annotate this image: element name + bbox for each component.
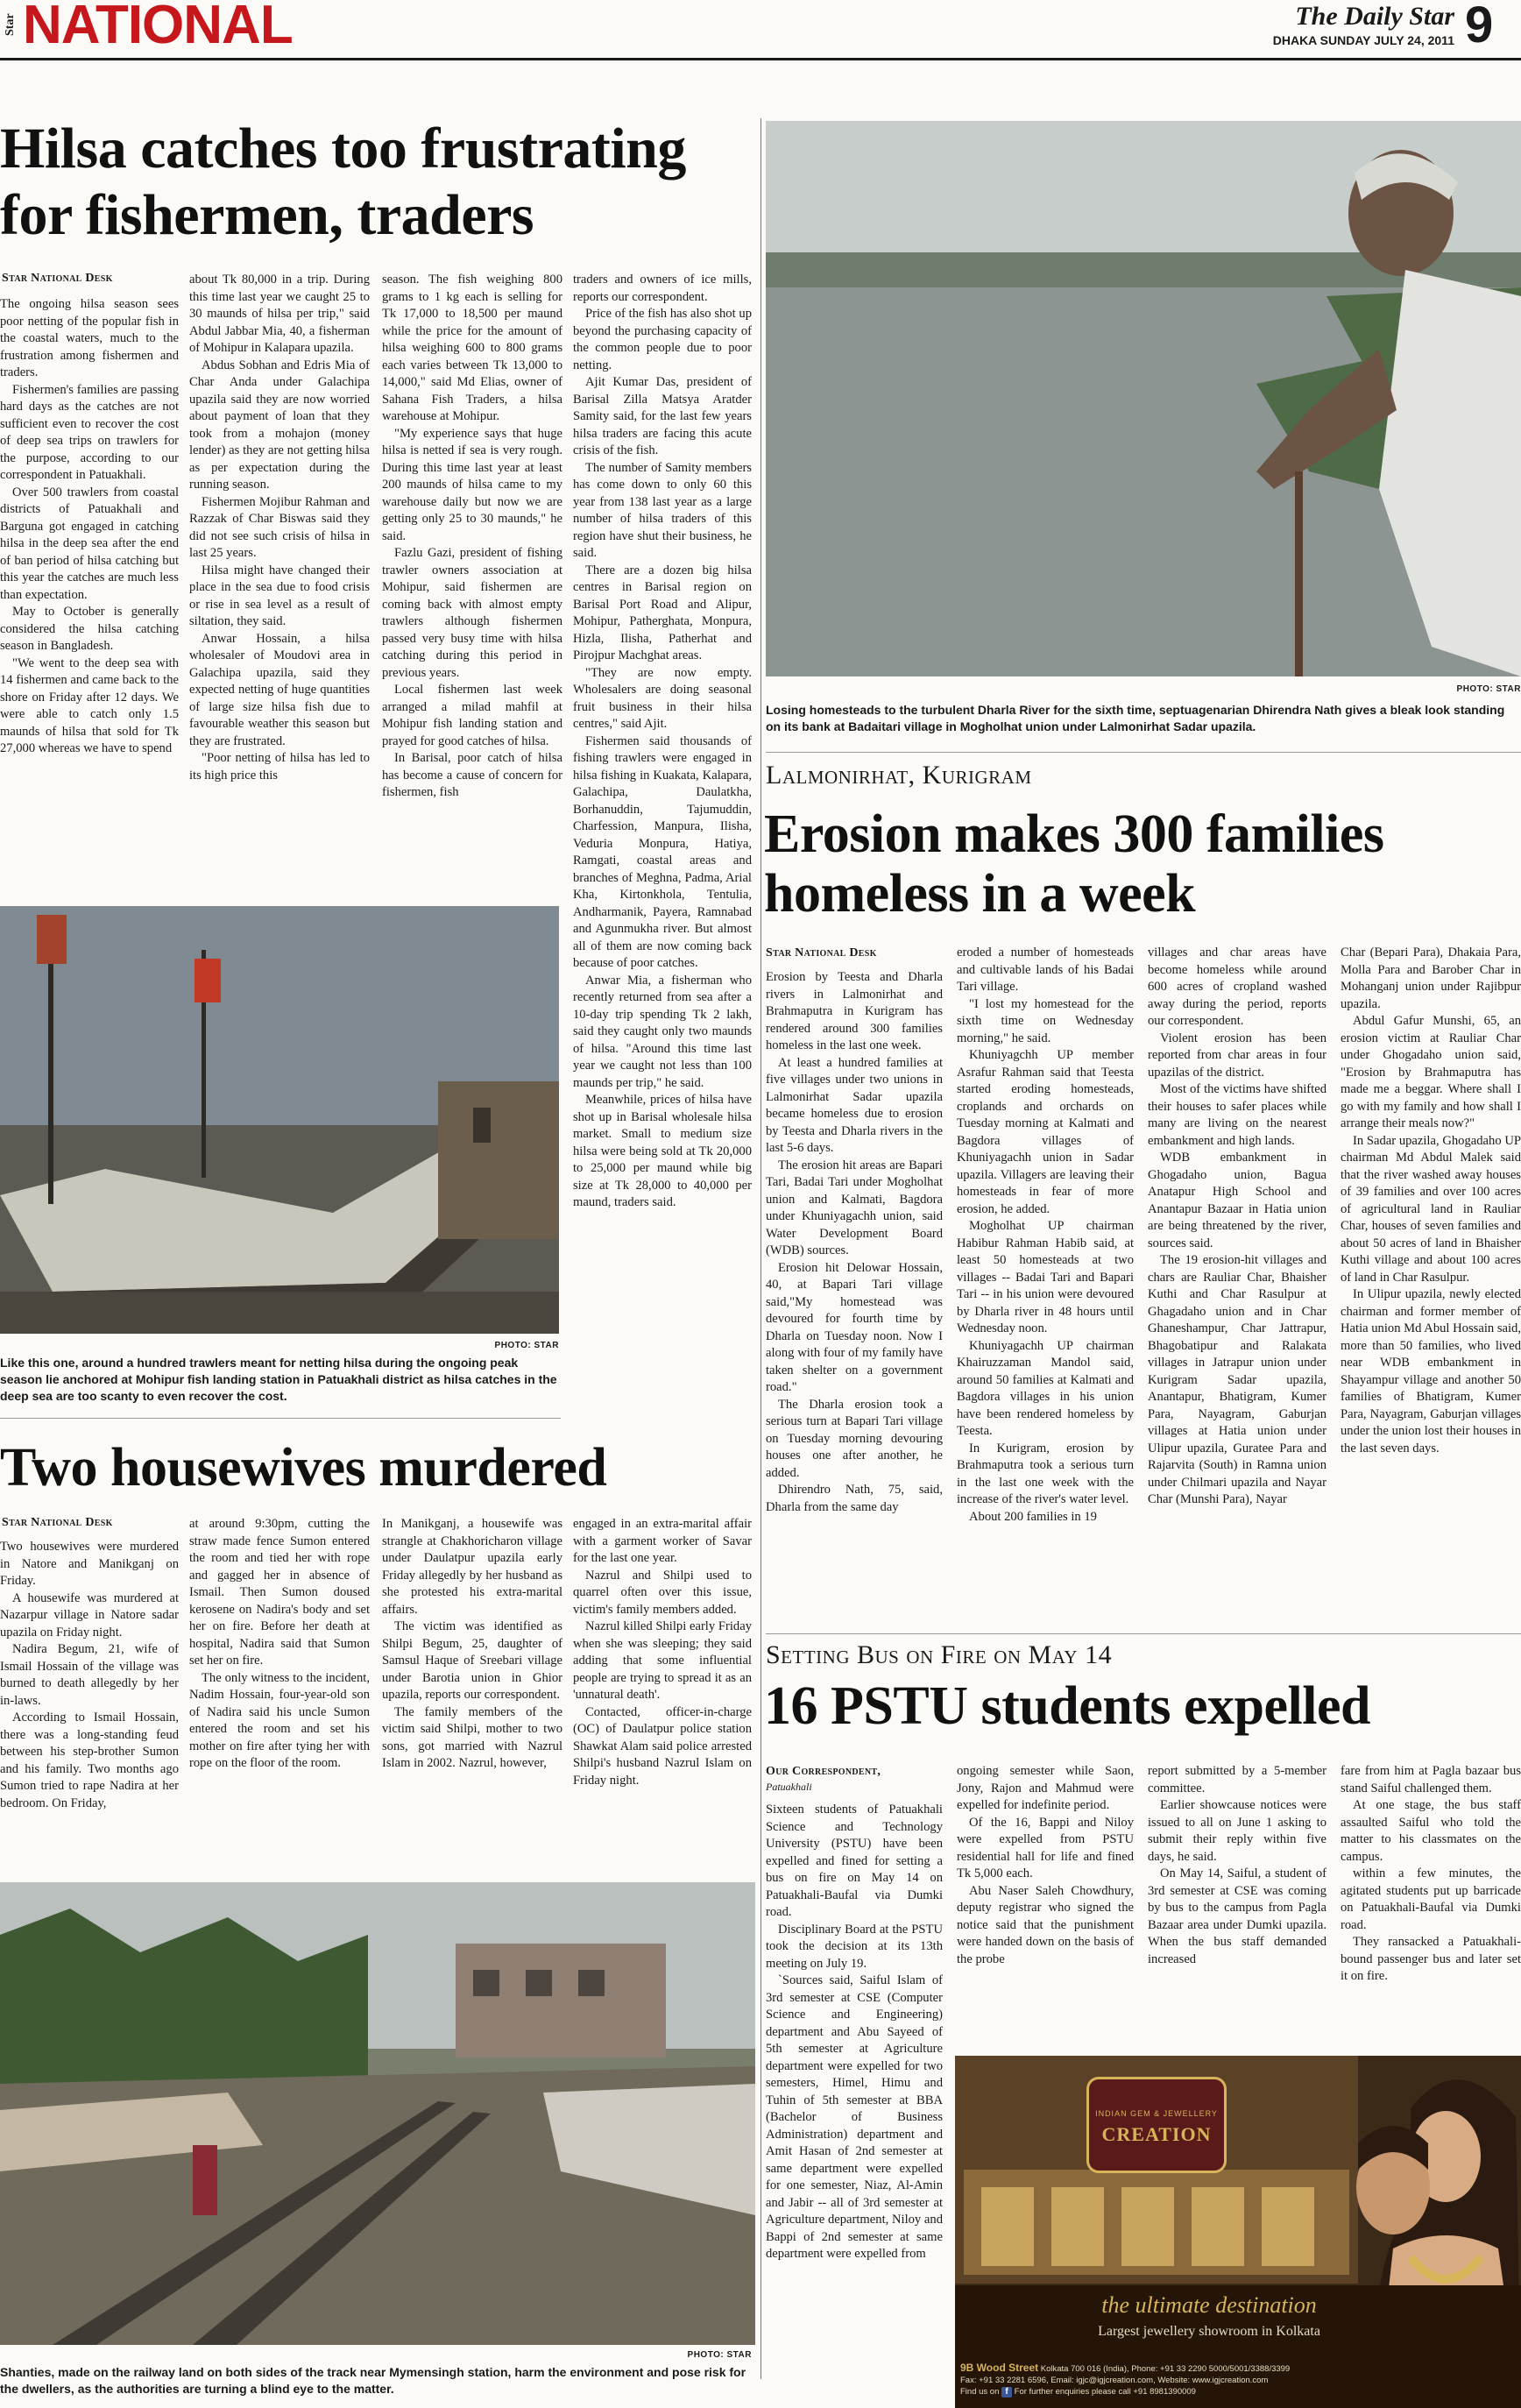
paragraph: Fishermen said thousands of fishing trawlers were engaged in hilsa fishing in Kuakata, Kalapara, Galachipa, Daulatkha, Borhanuddin, Tajumuddin, Charfession, Manpura, Ilisha, Veduria Monpura, Hatiya, Ramgati, coastal areas and branches of Meghna, Padma, Arial Kha, Kirtonkhola, Tentulia, Andharmanik, Payera, Ramnabad and Agunmukha river. But almost all of them are now coming back because of poor catches. [573, 733, 752, 970]
paragraph: Sixteen students of Patuakhali Science and Technology University (PSTU) have been expelled and fined for setting a bus on fire on May 14 on Patuakhali-Baufal via Dumki road. [766, 1802, 943, 1919]
paragraph: "Poor netting of hilsa has led to its high price this [189, 751, 370, 783]
trawler-photo-caption: Like this one, around a hundred trawlers meant for netting hilsa during the ongoing peak season lie anchored at Mohipur fish landing station in Patuakhali district as hilsa catches in the deep sea are too scanty to even recover the cost. [0, 1356, 557, 1403]
paragraph: The number of Samity members has come down to only 60 this year from 138 last year as a large number of hilsa traders of this region have shut their business, he said. [573, 460, 752, 560]
paragraph: Two housewives were murdered in Natore and Manikganj on Friday. [0, 1540, 179, 1588]
paragraph: In Ulipur upazila, newly elected chairman and former member of Hatia union Md Abul Hossain said, more than 50 families, who lived near WDB embankment in Shayampur village and another 50 families of Bhatigram, Kumer Para, Nayagram, Gaburjan villages under the union lost their houses in the last seven days. [1341, 1287, 1521, 1455]
paragraph: Nazrul and Shilpi used to quarrel often over this issue, victim's family members added. [573, 1568, 752, 1617]
paragraph: Price of the fish has also shot up beyond the purchasing capacity of the common people due to poor netting. [573, 307, 752, 372]
paragraph: The Dharla erosion took a serious turn at Bapari Tari village on Tuesday morning devouring houses one after another, he added. [766, 1397, 943, 1480]
paragraph: at around 9:30pm, cutting the straw made fence Sumon entered the room and tied her with rope and gagged her in absence of Ismail. Then Sumon doused kerosene on Nadira's body and set her on fire. Before her death at hospital, Nadira said that Sumon set her on fire. [189, 1517, 370, 1668]
paragraph: Fishermen's families are passing hard days as the catches are not sufficient even to recover the cost of deep sea trips on trawlers for the purpose, according to our correspondent in Patuakhali. [0, 382, 179, 482]
paragraph: traders and owners of ice mills, reports our correspondent. [573, 273, 752, 304]
paragraph: Most of the victims have shifted their houses to safer places while many are living on the nearest embankment and high lands. [1148, 1082, 1326, 1148]
pstu-column-1 [766, 1802, 943, 2408]
ad-contact-block [960, 2362, 1521, 2397]
hilsa-headline [0, 116, 759, 249]
paragraph: The ongoing hilsa season sees poor netting of the popular fish in the coastal waters, much to the frustration among fishermen and traders. [0, 297, 179, 379]
newspaper-name: The Daily Star [1295, 2, 1454, 31]
paragraph: Of the 16, Bappi and Niloy were expelled from PSTU residential hall for life and fined Tk 5,000 each. [957, 1815, 1134, 1880]
river-photo [766, 121, 1521, 676]
paragraph: In Kurigram, erosion by Brahmaputra took a serious turn in the last one week with the increase of the river's water level. [957, 1441, 1134, 1506]
paragraph: According to Ismail Hossain, there was a long-standing feud between his step-brother Sumon and his family. Two months ago Sumon tried to rape Nadira at her bedroom. On Friday, [0, 1710, 179, 1810]
paragraph: Mogholhat UP chairman Habibur Rahman Habib said, at least 50 homesteads at two villages -- Badai Tari and Bapari Tari -- in his union were devoured by Dharla river in 48 hours until Wednesday noon. [957, 1219, 1134, 1335]
river-photo-caption: Losing homesteads to the turbulent Dharla River for the sixth time, septuagenarian Dhirendra Nath gives a bleak look standing on its bank at Badaitari village in Mogholhat union under Lalmonirhat Sadar upazila. [766, 703, 1505, 733]
housewives-top-rule [0, 1418, 561, 1419]
erosion-column-4 [1341, 945, 1521, 1628]
erosion-column-3 [1148, 945, 1326, 1628]
paragraph: Nadira Begum, 21, wife of Ismail Hossain of the village was burned to death allegedly by her in-laws. [0, 1642, 179, 1708]
paragraph: Anwar Mia, a fisherman who recently returned from sea after a 10-day trip spending Tk 2 lakh, said they caught only two maunds of hilsa. "Around this time last year we caught not less than 100 maunds per trip," he said. [573, 973, 752, 1090]
erosion-headline [764, 804, 1521, 924]
paragraph: In Sadar upazila, Ghogadaho UP chairman Md Abdul Malek said that the river washed away houses of 39 families and over 100 acres of agricultural land in Rauliar Char, houses of seven families and about 50 acres of land in Bhaisher Kuthi village and about 100 acres of land in Char Rasulpur. [1341, 1133, 1521, 1285]
hilsa-column-2 [189, 272, 370, 896]
paragraph: Violent erosion has been reported from char areas in four upazilas of the district. [1148, 1030, 1326, 1080]
advertisement-background-art [955, 2056, 1521, 2408]
housewives-column-1 [0, 1539, 179, 1872]
paragraph: A housewife was murdered at Nazarpur village in Natore sadar upazila on Friday night. [0, 1590, 179, 1640]
paragraph: In Manikganj, a housewife was strangle at Chakhoricharon village under Daulatpur upazila early Friday allegedly by her husband as she protested his extra-marital affairs. [382, 1517, 562, 1617]
paragraph: ongoing semester while Saon, Jony, Rajon and Mahmud were expelled for indefinite period. [957, 1764, 1134, 1812]
paragraph: The family members of the victim said Shilpi, mother to two sons, got married with Nazrul Islam in 2002. Nazrul, however, [382, 1704, 562, 1770]
pstu-column-2 [957, 1763, 1134, 2029]
erosion-headline-line-2: homeless in a week [764, 864, 1196, 924]
paragraph: Fishermen Mojibur Rahman and Razzak of Char Biswas said they did not see such crisis of hilsa in last 25 years. [189, 494, 370, 560]
hilsa-column-1 [0, 296, 179, 896]
paragraph: Ajit Kumar Das, president of Barisal Zilla Matsya Aratder Samity said, for the last few years hilsa traders are facing this acute crisis of the fish. [573, 375, 752, 457]
hilsa-headline-line-1: Hilsa catches too frustrating [0, 117, 686, 181]
paragraph: season. The fish weighing 800 grams to 1 kg each is selling for Tk 17,000 to 18,500 per maund while the price for the amount of hilsa weighing 600 to 800 grams each varies between Tk 13,000 to 14,000," said Md Elias, owner of Sahana Fish Traders, a hilsa warehouse at Mohipur. [382, 273, 562, 423]
ad-contact: Fax: +91 33 2281 6596, Email: igjc@igjcreation.com, Website: www.igjcreation.com [960, 2376, 1269, 2385]
erosion-column-2 [957, 945, 1134, 1628]
paragraph: Earlier showcause notices were issued to all on June 1 asking to submit their reply within five days, he said. [1148, 1798, 1326, 1864]
pstu-kicker: Setting Bus on Fire on May 14 [766, 1640, 1113, 1669]
paragraph: "We went to the deep sea with 14 fishermen and came back to the shore on Friday after 12 days. We were able to catch only 1.5 maunds of hilsa that sold for Tk 27,000 whereas we have to spend [0, 655, 179, 755]
erosion-kicker: Lalmonirhat, Kurigram [766, 761, 1032, 790]
paragraph: Erosion hit Delowar Hossain, 40, at Bapari Tari village said,"My homestead was devoured for fourth time by Dharla on Tuesday noon. Now I along with four of my family have taken shelter on a government road." [766, 1260, 943, 1394]
page-number: 9 [1465, 0, 1494, 53]
paragraph: about Tk 80,000 in a trip. During this time last year we caught 25 to 30 maunds of hilsa per trip," said Abdul Jabbar Mia, 40, a fisherman of Mohipur in Kalapara upazila. [189, 273, 370, 355]
paragraph: At one stage, the bus staff assaulted Saiful who told the matter to his classmates on the campus. [1341, 1798, 1521, 1864]
paragraph: Over 500 trawlers from coastal districts of Patuakhali and Barguna got engaged in catching hilsa in the deep sea after the end of ban period of hilsa catching but this year the catches are much less than expectation. [0, 485, 179, 602]
paragraph: WDB embankment in Ghogadaho union, Bagua Anatapur High School and Anantapur Bazaar in Hatia union are being threatened by the river, sources said. [1148, 1151, 1326, 1250]
ad-subline: Largest jewellery showroom in Kolkata [1098, 2324, 1320, 2339]
paragraph: villages and char areas have become homeless while around 600 acres of cropland washed away during the period, reports our correspondent. [1148, 945, 1326, 1028]
paragraph: The only witness to the incident, Nadim Hossain, four-year-old son of Nadira said his uncle Sumon entered the room and set his mother on fire after tying her with rope on the floor of the room. [189, 1670, 370, 1770]
paragraph: In Barisal, poor catch of hilsa has become a cause of concern for fishermen, fish [382, 751, 562, 799]
section-title: NATIONAL [23, 0, 293, 55]
paragraph: "I lost my homestead for the sixth time on Wednesday morning," he said. [957, 996, 1134, 1045]
housewives-column-3 [382, 1516, 562, 1872]
erosion-headline-line-1: Erosion makes 300 families [764, 804, 1384, 864]
pstu-byline-place: Patuakhali [766, 1781, 812, 1793]
housewives-column-4 [573, 1516, 752, 1872]
paragraph: within a few minutes, the agitated students put up barricade on Patuakhali-Baufal via Dumki road. [1341, 1866, 1521, 1932]
ad-facebook-text: Find us on [960, 2387, 1000, 2397]
paragraph: Dhirendro Nath, 75, said, Dharla from the same day [766, 1483, 943, 1514]
shanty-photo [0, 1882, 755, 2345]
issue-date: DHAKA SUNDAY JULY 24, 2011 [1272, 33, 1454, 47]
pstu-column-3 [1148, 1763, 1326, 2029]
shanty-photo-caption: Shanties, made on the railway land on both sides of the track near Mymensingh station, harm the environment and pose risk for the dwellers, as the authorities are turning a blind eye to the matter. [0, 2365, 746, 2396]
paragraph: The 19 erosion-hit villages and chars are Rauliar Char, Bhaisher Kuthi and Char Rasulpur at Ghagadaho union and in Char Ghaneshampur, Char Jattrapur, Bhagobatipur and Ralakata villages in Jatrapur union under Kurigram Sadar upazila, Anantapur, Bhatigram, Kumer Para, Nayagram, Gaburjan villages at Hatia union under Ulipur upazila, Guratee Para and Rajarvita (South) in Ramna union under Chilmari upazila and Nayar Char (Munshi Para), Nayar [1148, 1253, 1326, 1506]
column-divider [760, 118, 761, 2379]
paragraph: The victim was identified as Shilpi Begum, 25, daughter of Samsul Haque of Sreebari village under Barotia union in Ghior upazila, reports our correspondent. [382, 1619, 562, 1702]
paragraph: There are a dozen big hilsa centres in Barisal region on Barisal Port Road and Alipur, Mohipur, Patherghata, Monpura, Hizla, Ilisha, Patherhat and Pirojpur Machghat areas. [573, 563, 752, 662]
hilsa-headline-line-2: for fishermen, traders [0, 183, 534, 247]
housewives-column-2 [189, 1516, 370, 1872]
paragraph: Char (Bepari Para), Dhakaia Para, Molla Para and Barober Char in Mohanganj union under Rajibpur upazila. [1341, 945, 1521, 1011]
pstu-headline: 16 PSTU students expelled [764, 1676, 1370, 1736]
paragraph: report submitted by a 5-member committee. [1148, 1764, 1326, 1795]
paragraph: Abdul Gafur Munshi, 65, an erosion victim at Rauliar Char under Ghogadaho union said, "Erosion by Brahmaputra has made me a beggar. Where shall I go with my family and how shall I arrange their meals now?" [1341, 1014, 1521, 1130]
ad-address: Kolkata 700 016 (India), Phone: +91 33 2290 5000/5001/3388/3399 [1040, 2364, 1291, 2374]
ad-address-label: 9B Wood Street [960, 2362, 1039, 2374]
star-logo: Star [4, 13, 17, 36]
paragraph: Hilsa might have changed their place in the sea due to food crisis or rise in sea level as a result of siltation, they said. [189, 563, 370, 628]
river-photo-credit: PHOTO: STAR [1456, 684, 1521, 694]
paragraph: eroded a number of homesteads and cultivable lands of his Badai Tari village. [957, 945, 1134, 994]
paragraph: Local fishermen last week arranged a milad mahfil at Mohipur fish landing station and prayed for good catches of hilsa. [382, 683, 562, 748]
hilsa-column-3 [382, 272, 562, 896]
masthead-rule [0, 58, 1521, 60]
paragraph: The erosion hit areas are Bapari Tari, Badai Tari under Mogholhat union and Kalmati, Bagdora under Khuniyagachh union, said Water Development Board (WDB) sources. [766, 1158, 943, 1257]
pstu-column-4 [1341, 1763, 1521, 2029]
ad-tagline: the ultimate destination [1101, 2292, 1317, 2318]
creation-logo [1086, 2077, 1227, 2173]
trawler-photo-credit: PHOTO: STAR [494, 1341, 559, 1350]
paragraph: `Sources said, Saiful Islam of 3rd semester at CSE (Computer Science and Engineering) department and Abu Sayeed of 5th semester at Agriculture department were expelled for two semesters, Himel, Himu and Tuhin of 5th semester at BBA (Bachelor of Business Administration) department and Amit Hasan of 2nd semester at same department were expelled for one semester, Niaz, Al-Amin and Jabir -- all of 3rd semester at Agriculture department, Niloy and Bappi of 2nd semester at same department were expelled from [766, 1973, 943, 2261]
paragraph: Meanwhile, prices of hilsa have shot up in Barisal wholesale hilsa market. Small to medium size hilsa were being sold at Tk 20,000 to 25,000 per maund while big size at Tk 28,000 to 40,000 per maund, traders said. [573, 1093, 752, 1209]
shanty-photo-credit: PHOTO: STAR [687, 2350, 752, 2360]
paragraph: Khuniyagachh UP chairman Khairuzzaman Mandol said, around 50 families at Kalmati and Bagdora villages in his union have been rendered homeless by Teesta. [957, 1338, 1134, 1438]
hilsa-column-4 [573, 272, 752, 1424]
erosion-column-1 [766, 969, 943, 1628]
pstu-top-rule [766, 1633, 1521, 1634]
paragraph: "My experience says that huge hilsa is netted if sea is very rough. During this time last year at least 200 maunds of hilsa came to my warehouse daily but now we are getting only 25 to 30 maunds," he said. [382, 426, 562, 543]
erosion-top-rule [766, 752, 1521, 753]
paragraph: Abdus Sobhan and Edris Mia of Char Anda under Galachipa upazila said they are now worried about payment of loan that they took from a mohajon (money lender) as they are not getting hilsa as per expectation during the running season. [189, 358, 370, 492]
pstu-byline: Our Correspondent, [766, 1765, 881, 1778]
ad-brand-small: INDIAN GEM & JEWELLERY [1095, 2109, 1218, 2118]
paragraph: At least a hundred families at five villages under two unions in Lalmonirhat Sadar upazila became homeless due to erosion by Teesta and Dharla rivers in the last 5-6 days. [766, 1055, 943, 1155]
paragraph: On May 14, Saiful, a student of 3rd semester at CSE was coming by bus to the campus from Pagla Bazaar area under Dumki upazila. When the bus staff demanded increased [1148, 1866, 1326, 1966]
paragraph: Anwar Hossain, a hilsa wholesaler of Moudovi area in Galachipa upazila, said they expected netting of huge quantities of large size hilsa fish due to favourable weather this season but they are frustrated. [189, 631, 370, 748]
housewives-byline: Star National Desk [2, 1516, 113, 1529]
paragraph: fare from him at Pagla bazaar bus stand Saiful challenged them. [1341, 1764, 1521, 1795]
trawler-photo [0, 906, 559, 1334]
paragraph: Fazlu Gazi, president of fishing trawler owners association at Mohipur, said fishermen are coming back with almost empty trawlers although fishermen passed very busy time with hilsa catching during this period in previous years. [382, 546, 562, 680]
ad-enquiries: For further enquiries please call +91 8981390009 [1014, 2387, 1196, 2397]
jewellery-advertisement[interactable] [955, 2056, 1521, 2408]
paragraph: Nazrul killed Shilpi early Friday when she was sleeping; they said adding that some influential people are trying to spread it as an 'unnatural death'. [573, 1619, 752, 1702]
paragraph: Erosion by Teesta and Dharla rivers in Lalmonirhat and Brahmaputra in Kurigram has rendered around 300 families homeless in the last one week. [766, 970, 943, 1052]
facebook-icon: f [1001, 2387, 1012, 2397]
housewives-headline: Two housewives murdered [0, 1438, 607, 1498]
paragraph: engaged in an extra-marital affair with a garment worker of Savar for the last one year. [573, 1517, 752, 1565]
paragraph: About 200 families in 19 [969, 1509, 1097, 1524]
erosion-byline: Star National Desk [766, 946, 877, 960]
paragraph: May to October is generally considered the hilsa catching season in Bangladesh. [0, 605, 179, 653]
paragraph: Disciplinary Board at the PSTU took the decision at its 13th meeting on July 19. [766, 1922, 943, 1971]
ad-brand: CREATION [1101, 2123, 1212, 2145]
paragraph: "They are now empty. Wholesalers are doing seasonal fruit business in their hilsa centres," said Ajit. [573, 665, 752, 731]
paragraph: Khuniyagchh UP member Asrafur Rahman said that Teesta started eroding homesteads, croplands and orchards on Tuesday morning at Kalmati and Bagdora villages of Khuniyagachh union in Sadar upazila. Villagers are leaving their homesteads in fear of more erosion, he added. [957, 1048, 1134, 1216]
hilsa-byline: Star National Desk [2, 272, 113, 285]
paragraph: Abu Naser Saleh Chowdhury, deputy registrar who signed the notice said that the punishment were handed down on the basis of the probe [957, 1883, 1134, 1966]
paragraph: Contacted, officer-in-charge (OC) of Daulatpur police station Shawkat Alam said police arrested Shilpi's husband Nazrul Islam on Friday night. [573, 1704, 752, 1788]
paragraph: They ransacked a Patuakhali-bound passenger bus and later set it on fire. [1341, 1935, 1521, 1983]
